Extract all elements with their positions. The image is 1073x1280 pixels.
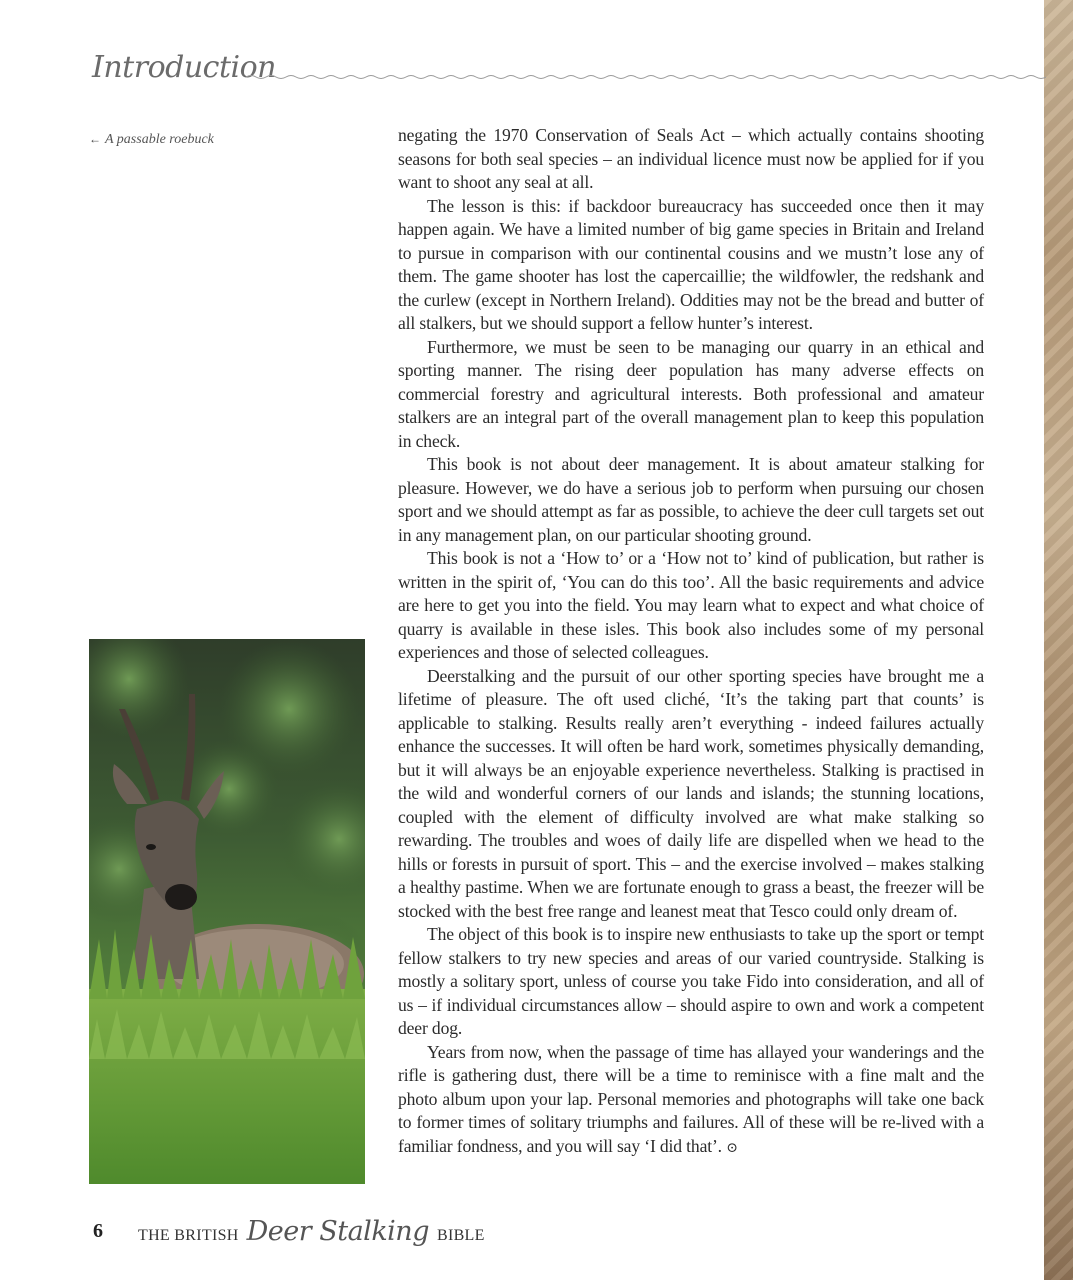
photo-caption <box>89 127 229 152</box>
running-title-suffix: BIBLE <box>436 1227 485 1244</box>
arrow-left-icon: ← <box>89 132 101 146</box>
paragraph: Furthermore, we must be seen to be managing our quarry in an ethical and sporting manner. The rising deer population has many adverse effects on commercial forestry and agricultural interests. Both professional and amateur stalkers are an integral part of the overall management plan to keep this population in check. <box>398 336 984 451</box>
end-mark-icon: ⊙ <box>726 1140 738 1156</box>
paragraph: The object of this book is to inspire new enthusiasts to take up the sport or tempt fellow stalkers to try new species and areas of our varied countryside. Stalking is mostly a solitary sport, unless of course you take Fido into consideration, and all of us – if individual circumstances allow – should aspire to own and work a competent deer dog. <box>398 924 984 1038</box>
paragraph-text: Years from now, when the passage of time has allayed your wanderings and the rifle is gathering dust, there will be a time to reminisce with a fine malt and the photo album upon your lap. Personal memories and photographs will take one back to former times of solitary triumphs and failures. All of these will be re-lived with a familiar fondness, and you will say ‘I did that’. <box>398 1041 984 1156</box>
running-title <box>138 1216 485 1247</box>
roebuck-illustration <box>89 639 365 1184</box>
heading-wavy-rule <box>246 72 1046 82</box>
paragraph-last <box>398 1041 984 1161</box>
section-title: Introduction <box>92 50 276 85</box>
page-edge-stone-strip <box>1044 0 1073 1280</box>
paragraph: Deerstalking and the pursuit of our other sporting species have brought me a lifetime of pleasure. The oft used cliché, ‘It’s the taking part that counts’ is applicable to stalking. Results really aren’t everything - indeed failures actually enhance the successes. It will often be hard work, sometimes physically demanding, but it will always be an enjoyable experience nevertheless. Stalking is practised in the wild and wonderful corners of our lands and islands; the stunning locations, coupled with the element of difficulty involved are what make stalking so rewarding. The troubles and woes of daily life are dispelled when we head to the hills or forests in pursuit of sport. This – and the exercise involved – makes stalking a healthy pastime. When we are fortunate enough to grass a beast, the freezer will be stocked with the best free range and leanest meat that Tesco could only dream of. <box>398 665 984 921</box>
paragraph: This book is not about deer management. It is about amateur stalking for pleasure. However, we do have a serious job to perform when pursuing our chosen sport and we should attempt as far as possible, to achieve the deer cull targets set out in any management plan, on our particular shooting ground. <box>398 454 984 545</box>
running-title-prefix: THE BRITISH <box>138 1227 239 1244</box>
caption-text: A passable roebuck <box>105 132 214 147</box>
running-title-script: Deer Stalking <box>246 1216 429 1247</box>
paragraph: negating the 1970 Conservation of Seals Act – which actually contains shooting seasons for both seal species – an individual licence must now be applied for if you want to shoot any seal at all. <box>398 125 984 192</box>
body-text <box>398 124 984 1160</box>
roebuck-photo <box>89 639 365 1184</box>
paragraph: This book is not a ‘How to’ or a ‘How not to’ kind of publication, but rather is written in the spirit of, ‘You can do this too’. All the basic requirements and advice are here to get you into the field. You may learn what to expect and what choice of quarry is available in these isles. This book also includes some of my personal experiences and those of selected colleagues. <box>398 548 984 662</box>
paragraph: The lesson is this: if backdoor bureaucracy has succeeded once then it may happen again. We have a limited number of big game species in Britain and Ireland to pursue in comparison with our continental cousins and we mustn’t lose any of them. The game shooter has lost the capercaillie; the wildfowler, the redshank and the curlew (except in Northern Ireland). Oddities may not be the bread and butter of all stalkers, but we should support a fellow hunter’s interest. <box>398 195 984 333</box>
page-number: 6 <box>93 1220 103 1242</box>
